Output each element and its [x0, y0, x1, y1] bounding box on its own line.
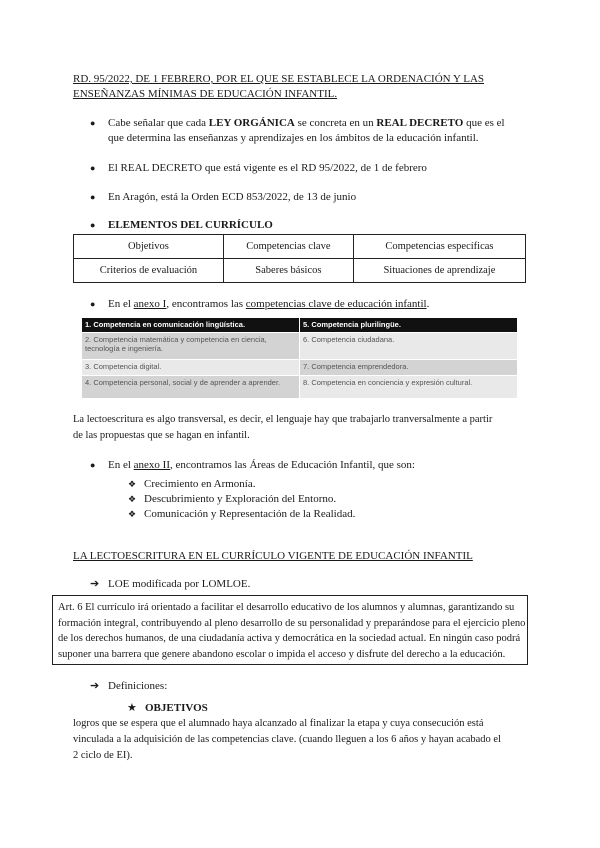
curriculum-elements-table	[73, 234, 526, 283]
diamond-bullet-icon: ❖	[128, 479, 137, 489]
objetivos-heading	[127, 701, 208, 716]
table-row	[74, 259, 526, 283]
quote-line: Art. 6 El currículo irá orientado a facilitar el desarrollo educativo de los alumnos y alumnas, garantizando su	[58, 602, 515, 613]
arrow-item-text: LOE modificada por LOMLOE.	[108, 578, 251, 590]
diamond-bullet-icon: ❖	[128, 509, 137, 519]
bullet-ley-organica	[90, 116, 528, 146]
star-icon: ★	[127, 702, 137, 714]
bullet-text: que determina las enseñanzas y aprendizajes en los ámbitos de la educación infantil.	[108, 132, 479, 144]
section-title: LA LECTOESCRITURA EN EL CURRÍCULO VIGENTE DE EDUCACIÓN INFANTIL	[73, 550, 473, 562]
bullet-icon: ●	[90, 192, 96, 202]
competencia-item: 1. Competencia en comunicación lingüística.	[82, 318, 299, 332]
competencia-item: 8. Competencia en conciencia y expresión cultural.	[300, 376, 517, 398]
art6-quote-box	[52, 595, 528, 665]
table-cell: Saberes básicos	[223, 259, 353, 283]
competencia-item: 5. Competencia plurilingüe.	[300, 318, 517, 332]
competencia-item: 7. Competencia emprendedora.	[300, 360, 517, 375]
bullet-text: , encontramos las	[166, 298, 246, 310]
paragraph-line: 2 ciclo de EI).	[73, 750, 133, 761]
arrow-right-icon: ➔	[90, 578, 100, 590]
quote-line: suponer una barrera que genere abandono escolar o impida el acceso y disfrute del derecho a la educación.	[58, 648, 506, 660]
table-cell: Objetivos	[74, 235, 224, 259]
bold-term: REAL DECRETO	[376, 117, 464, 129]
definition-term: OBJETIVOS	[145, 702, 208, 714]
bullet-text: Cabe señalar que cada	[108, 117, 209, 129]
paragraph-line: de las propuestas que se hagan en infantil.	[73, 430, 250, 441]
competencia-item: 4. Competencia personal, social y de aprender a aprender.	[82, 376, 299, 398]
bullet-text: El REAL DECRETO que está vigente es el RD 95/2022, de 1 de febrero	[108, 162, 427, 174]
competencias-clave-image	[82, 318, 517, 398]
list-item	[128, 477, 355, 492]
competencias-link[interactable]: competencias clave de educación infantil	[245, 298, 427, 310]
list-item	[128, 492, 355, 507]
bullet-anexo-1	[90, 297, 430, 312]
paragraph-line: La lectoescritura es algo transversal, es decir, el lenguaje hay que trabajarlo tranversalmente a partir	[73, 414, 493, 425]
arrow-item-loe	[90, 577, 250, 592]
anexo-2-link[interactable]: anexo II	[133, 459, 171, 471]
quote-line: de los derechos humanos, de una ciudadanía activa y democrática en la sociedad actual. En ningún caso podrá	[58, 633, 521, 644]
bullet-icon: ●	[90, 299, 96, 309]
competencia-item: 6. Competencia ciudadana.	[300, 333, 517, 359]
bullet-text: En Aragón, está la Orden ECD 853/2022, de 13 de junio	[108, 191, 357, 203]
document-title: RD. 95/2022, DE 1 FEBRERO, POR EL QUE SE ESTABLECE LA ORDENACIÓN Y LAS ENSEÑANZAS MÍNIMAS DE EDUCACIÓN INFANTIL.	[73, 73, 485, 100]
area-label: Crecimiento en Armonía.	[144, 478, 256, 490]
bullet-text: En el	[108, 459, 134, 471]
paragraph-line: logros que se espera que el alumnado haya alcanzado al finalizar la etapa y cuya consecución está	[73, 718, 484, 729]
objetivos-definition	[73, 716, 501, 764]
table-cell: Competencias específicas	[353, 235, 525, 259]
bullet-icon: ●	[90, 220, 96, 230]
bullet-elementos-curriculo	[90, 218, 273, 233]
table-row	[74, 235, 526, 259]
quote-line: formación integral, contribuyendo al pleno desarrollo de su personalidad y preparándose para el ejercicio pleno	[58, 617, 526, 629]
bullet-icon: ●	[90, 163, 96, 173]
bullet-text: En el	[108, 298, 134, 310]
lectoescritura-paragraph	[73, 412, 492, 444]
diamond-bullet-icon: ❖	[128, 494, 137, 504]
bullet-text: .	[426, 298, 430, 310]
area-label: Descubrimiento y Exploración del Entorno.	[144, 493, 337, 505]
arrow-item-text: Definiciones:	[108, 680, 168, 692]
bullet-icon: ●	[90, 118, 96, 128]
areas-list	[128, 477, 355, 522]
competencia-item: 2. Competencia matemática y competencia en ciencia, tecnología e ingeniería.	[82, 333, 299, 359]
arrow-right-icon: ➔	[90, 680, 100, 692]
bullet-anexo-2	[90, 458, 415, 473]
table-cell: Criterios de evaluación	[74, 259, 224, 283]
bullet-icon: ●	[90, 460, 96, 470]
section-heading: ELEMENTOS DEL CURRÍCULO	[108, 219, 273, 231]
bold-term: LEY ORGÁNICA	[208, 117, 295, 129]
arrow-item-definiciones	[90, 679, 167, 694]
table-cell: Situaciones de aprendizaje	[353, 259, 525, 283]
anexo-1-link[interactable]: anexo I	[133, 298, 167, 310]
bullet-aragon	[90, 190, 357, 205]
bullet-text: , encontramos las Áreas de Educación Infantil, que son:	[170, 459, 415, 471]
area-label: Comunicación y Representación de la Realidad.	[144, 508, 356, 520]
list-item	[128, 507, 355, 522]
paragraph-line: vinculada a la adquisición de las competencias clave. (cuando lleguen a los 6 años y hayan acabado el	[73, 734, 501, 745]
bullet-text: se concreta en un	[294, 117, 377, 129]
bullet-real-decreto	[90, 161, 427, 176]
bullet-text: que es el	[463, 117, 505, 129]
competencia-item: 3. Competencia digital.	[82, 360, 299, 375]
table-cell: Competencias clave	[223, 235, 353, 259]
